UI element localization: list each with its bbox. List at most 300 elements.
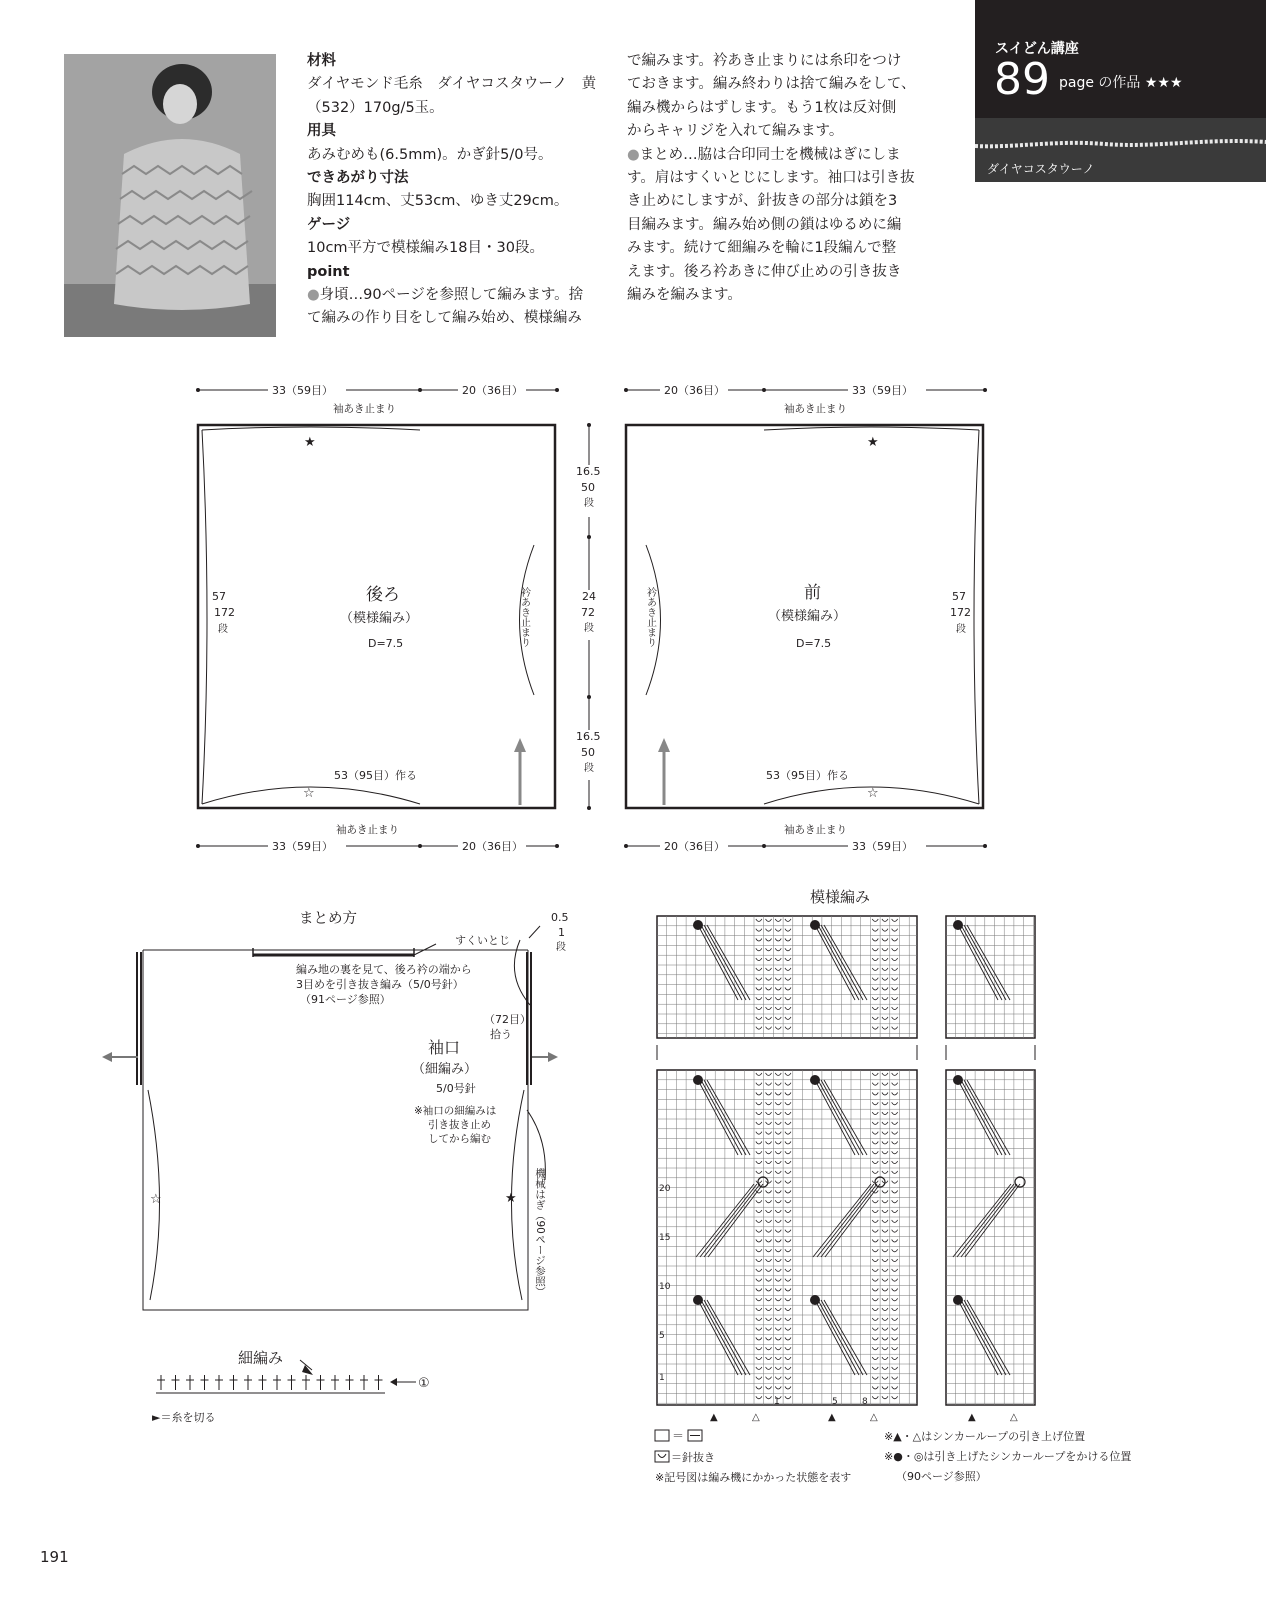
needle-out-mark [756,1122,762,1125]
needle-out-mark [785,1083,791,1086]
point-heading: point [307,263,350,280]
needle-out-mark [775,1220,781,1223]
single-crochet-stitch [346,1375,354,1390]
back-d-value: D=7.5 [368,637,404,650]
needle-out-mark [785,1396,791,1399]
single-crochet-stitch [360,1375,368,1390]
needle-out-mark [785,978,791,981]
instructions-line: す。肩はすくいとじにします。袖口は引き抜 [627,170,915,187]
needle-out-mark [766,1017,772,1020]
needle-out-mark [775,1387,781,1390]
needle-out-mark [775,1259,781,1262]
seg-top-value: 16.5 [576,465,601,478]
needle-out-mark [785,1220,791,1223]
needle-out-mark [756,1181,762,1184]
back-neck-stop: 衿あき止まり [518,587,530,647]
cuff-note-line-2: 引き抜き止め [428,1119,491,1131]
shoulder-rows: 1 [558,926,565,939]
needle-out-mark [766,1318,772,1321]
needle-out-mark [785,1298,791,1301]
cuff-stitch: （細編み） [412,1062,478,1077]
needle-out-mark [872,1249,878,1252]
needle-out-mark [766,1132,772,1135]
needle-out-mark [882,1161,888,1164]
needle-out-mark [785,929,791,932]
front-bottom-right-dim: 33（59目） [852,840,913,853]
sinker-loop-mark [810,1295,867,1375]
needle-out-mark [872,1308,878,1311]
needle-out-mark [882,978,888,981]
needle-out-mark [872,929,878,932]
legend-note-sinker-1: ※▲・△はシンカーループの引き上げ位置 [884,1430,1086,1443]
needle-out-mark [882,1289,888,1292]
point-line-2: て編みの作り目をして編み始め、模様編み [307,310,582,327]
bullet-icon: ● [307,287,320,304]
needle-out-mark [785,968,791,971]
back-side-rows: 172 [214,606,235,619]
needle-out-mark [872,1396,878,1399]
cut-yarn-legend: ►＝糸を切る [152,1411,216,1424]
cuff-pick-count: （72目） [484,1013,531,1026]
needle-out-mark [785,1328,791,1331]
single-crochet-stitch [215,1375,223,1390]
needle-out-mark [882,1328,888,1331]
needle-out-mark [882,1249,888,1252]
chart-row-label: 20 [659,1184,671,1194]
instructions-line: で編みます。衿あき止まりには糸印をつけ [627,53,902,69]
needle-out-mark [756,1357,762,1360]
needle-out-mark [785,948,791,951]
needle-out-mark [872,1289,878,1292]
instructions-line: からキャリジを入れて編みます。 [627,123,844,140]
tools-heading: 用具 [307,123,336,140]
needle-out-mark [892,958,898,961]
needle-out-mark [872,1200,878,1203]
cuff-hook: 5/0号針 [436,1082,476,1095]
series-title: スイどん講座 [995,41,1079,57]
needle-out-mark [882,1132,888,1135]
bullet-icon: ● [627,146,640,163]
needle-out-mark [892,978,898,981]
instructions-line: みます。続けて細編みを輪に1段編んで整 [627,240,897,257]
needle-out-mark [872,1357,878,1360]
needle-out-mark [882,1279,888,1282]
point-line-1: ●身頃…90ページを参照して編みます。捨 [307,287,584,304]
needle-out-mark [756,1259,762,1262]
needle-out-mark [892,1181,898,1184]
needle-out-mark [766,1279,772,1282]
needle-out-mark [882,1396,888,1399]
needle-out-mark [775,1308,781,1311]
needle-out-mark [785,1017,791,1020]
needle-out-mark [766,1112,772,1115]
needle-out-mark [785,1269,791,1272]
sinker-loop-mark [693,1075,750,1155]
needle-out-mark [882,1007,888,1010]
needle-out-mark [775,1122,781,1125]
sinker-loop-mark [953,920,1010,1000]
needle-out-mark [785,1200,791,1203]
needle-out-mark [766,968,772,971]
back-label: 後ろ [366,585,400,605]
stitch-chart [657,888,1035,1423]
back-side-height: 57 [212,590,226,603]
needle-out-mark [892,1171,898,1174]
needle-out-mark [872,1161,878,1164]
legend-note-machine: ※記号図は編み機にかかった状態を表す [655,1471,852,1484]
back-sleeve-stop-top: 袖あき止まり [333,403,396,415]
needle-out-mark [766,939,772,942]
materials-line-1: ダイヤモンド毛糸 ダイヤコスタウーノ 黄 [307,76,597,93]
needle-out-mark [872,1367,878,1370]
needle-out-mark [756,1161,762,1164]
needle-out-mark [872,1093,878,1096]
needle-out-mark [872,1027,878,1030]
needle-out-mark [756,968,762,971]
needle-out-mark [775,1132,781,1135]
needle-out-mark [775,1230,781,1233]
back-cast-on: 53（95目）作る [334,769,417,782]
needle-out-mark [872,1017,878,1020]
needle-out-mark [892,1210,898,1213]
needle-out-mark [882,968,888,971]
needle-out-mark [882,1308,888,1311]
gauge-text: 10cm平方で模様編み18目・30段。 [307,240,544,257]
cuff-pick-label: 拾う [490,1028,512,1041]
needle-out-mark [766,1083,772,1086]
needle-out-mark [872,1347,878,1350]
front-piece-schematic [624,382,987,854]
needle-out-mark [892,1093,898,1096]
needle-out-mark [766,958,772,961]
back-sleeve-stop-bottom: 袖あき止まり [336,824,399,836]
needle-out-mark [766,1357,772,1360]
needle-out-mark [892,929,898,932]
needle-out-mark [775,1269,781,1272]
needle-out-mark [756,1017,762,1020]
needle-out-mark [872,978,878,981]
single-crochet-stitch [331,1375,339,1390]
chart-column-label: 8 [862,1397,868,1407]
materials-line-2: （532）170g/5玉。 [307,99,444,116]
needle-out-mark [872,1073,878,1076]
needle-out-mark [882,948,888,951]
legend-equals: ＝ [672,1429,685,1443]
gauge-heading: ゲージ [307,216,351,233]
needle-out-mark [882,1259,888,1262]
assembly-star-open-icon: ☆ [150,1192,162,1207]
needle-out-mark [892,1308,898,1311]
needle-out-mark [785,1230,791,1233]
needle-out-mark [872,1122,878,1125]
needle-out-mark [882,1357,888,1360]
needle-out-mark [775,968,781,971]
needle-out-mark [756,1083,762,1086]
needle-out-mark [882,1171,888,1174]
needle-out-mark [892,1387,898,1390]
needle-out-mark [775,1007,781,1010]
needle-out-mark [775,948,781,951]
needle-out-mark [892,1240,898,1243]
needle-out-mark [872,1007,878,1010]
needle-out-mark [872,968,878,971]
instructions-line: えます。後ろ衿あきに伸び止めの引き抜き [627,263,902,280]
needle-out-mark [766,1171,772,1174]
needle-out-mark [785,1171,791,1174]
legend-note-sinker-2: ※●・◎は引き上げたシンカーループをかける位置 [884,1450,1132,1463]
instructions-line: 編み機からはずします。もう1枚は反対側 [627,99,897,116]
needle-out-mark [882,1298,888,1301]
sukui-toji-label: すくいとじ [455,934,510,947]
needle-out-mark [785,997,791,1000]
needle-out-mark [756,1171,762,1174]
needle-out-mark [775,1017,781,1020]
seg-mid-value: 24 [582,590,596,603]
front-side-height: 57 [952,590,966,603]
needle-out-mark [766,1191,772,1194]
needle-out-mark [756,978,762,981]
front-star-solid-icon: ★ [867,435,879,450]
single-crochet-stitch [375,1375,383,1390]
needle-out-mark [892,1289,898,1292]
needle-out-mark [872,1102,878,1105]
needle-out-mark [892,1007,898,1010]
needle-out-mark [892,1367,898,1370]
needle-out-mark [882,1240,888,1243]
needle-out-mark [775,929,781,932]
needle-out-mark [892,1377,898,1380]
front-top-left-dim: 20（36目） [664,384,725,397]
needle-out-mark [775,1073,781,1076]
needle-out-mark [766,1289,772,1292]
needle-out-mark [775,1210,781,1213]
needle-out-mark [775,1200,781,1203]
needle-out-mark [785,1338,791,1341]
needle-out-mark [785,1210,791,1213]
needle-out-mark [882,1017,888,1020]
chart-row-labels [659,1184,671,1383]
sinker-position-icon: △ [752,1412,760,1423]
needle-out-mark [756,948,762,951]
needle-out-mark [756,1210,762,1213]
needle-out-mark [775,1191,781,1194]
sinker-position-icon: ▲ [828,1412,836,1423]
needle-out-mark [756,997,762,1000]
needle-out-mark [892,1142,898,1145]
needle-out-mark [872,1142,878,1145]
sinker-position-icon: △ [870,1412,878,1423]
sinker-loop-mark [693,1295,750,1375]
needle-out-mark [756,1230,762,1233]
needle-out-mark [882,1112,888,1115]
needle-out-mark [882,1347,888,1350]
needle-out-mark [766,988,772,991]
needle-out-mark [756,1151,762,1154]
single-crochet-stitch [172,1375,180,1390]
needle-out-mark [785,1289,791,1292]
cuff-note-line-1: ※袖口の細編みは [414,1105,497,1117]
needle-out-mark [785,1151,791,1154]
needle-out-mark [756,958,762,961]
needle-out-mark [775,1328,781,1331]
needle-out-mark [785,1122,791,1125]
needle-out-mark [775,988,781,991]
front-side-rows: 172 [950,606,971,619]
needle-out-mark [892,1318,898,1321]
needle-out-mark [785,958,791,961]
seg-bottom-value: 16.5 [576,730,601,743]
needle-out-mark [872,1151,878,1154]
front-cast-on: 53（95目）作る [766,769,849,782]
needle-out-mark [892,1083,898,1086]
needle-out-mark [882,929,888,932]
needle-out-mark [892,1230,898,1233]
needle-out-mark [882,919,888,922]
back-star-open-icon: ☆ [303,786,315,801]
single-crochet-stitch [186,1375,194,1390]
front-pattern-label: （模様編み） [768,609,847,624]
needle-out-mark [882,1151,888,1154]
needle-out-mark [882,1027,888,1030]
needle-out-mark [756,1142,762,1145]
needle-out-mark [892,1298,898,1301]
instructions-line: 目編みます。編み始め側の鎖はゆるめに編 [627,216,902,233]
needle-out-mark [785,1132,791,1135]
chart-title: 模様編み [810,888,871,906]
needle-out-mark [775,1083,781,1086]
sinker-loop-mark [810,1075,867,1155]
needle-out-mark [892,1269,898,1272]
single-crochet-stitch [259,1375,267,1390]
needle-out-mark [785,1259,791,1262]
needle-out-mark [882,1093,888,1096]
needle-out-mark [892,1132,898,1135]
needle-out-mark [775,1102,781,1105]
needle-out-mark [872,1220,878,1223]
chart-block [946,916,1035,1038]
needle-out-mark [756,1347,762,1350]
needle-out-mark [882,1122,888,1125]
needle-out-mark [775,1142,781,1145]
needle-out-mark [785,1181,791,1184]
needle-out-mark [785,1279,791,1282]
needle-out-mark [882,1377,888,1380]
needle-out-mark [756,1396,762,1399]
sinker-loop-mark [953,1295,1010,1375]
needle-out-mark [775,1161,781,1164]
needle-out-mark [756,1093,762,1096]
needle-out-mark [766,1249,772,1252]
needle-out-mark [872,1298,878,1301]
needle-out-mark [766,1007,772,1010]
single-crochet-row [157,1375,383,1390]
sinker-position-icon: ▲ [968,1412,976,1423]
center-height-dims [574,423,606,810]
needle-out-mark [892,1191,898,1194]
needle-out-mark [766,929,772,932]
needle-out-mark [766,1308,772,1311]
needle-out-mark [785,1387,791,1390]
instructions-line: 編みを編みます。 [627,287,742,304]
needle-out-mark [775,1289,781,1292]
chart-column-label: 1 [774,1397,780,1407]
chart-legend [655,1429,1131,1484]
sinker-loop-mark [953,1075,1010,1155]
needle-out-mark [872,939,878,942]
shoulder-dan: 段 [556,942,566,953]
needle-out-mark [882,1102,888,1105]
single-crochet-stitch [302,1375,310,1390]
needle-out-mark [775,978,781,981]
needle-out-mark [892,1102,898,1105]
needle-out-mark [775,1367,781,1370]
chart-grid [657,916,1035,1423]
chart-row-label: 5 [659,1331,665,1341]
needle-out-mark [785,919,791,922]
series-page-suffix: page の作品 ★★★ [1059,75,1183,91]
needle-out-mark [882,1387,888,1390]
needle-out-mark [756,1073,762,1076]
needle-out-mark [882,1191,888,1194]
needle-out-mark [892,1112,898,1115]
needle-out-mark [892,1249,898,1252]
needle-out-mark [785,1357,791,1360]
needle-out-mark [892,968,898,971]
needle-out-mark [785,1102,791,1105]
needle-out-mark [766,1161,772,1164]
front-sleeve-stop-top: 袖あき止まり [784,403,847,415]
front-label: 前 [804,583,821,603]
needle-out-mark [882,1200,888,1203]
legend-needle-out: ＝針抜き [671,1451,715,1464]
needle-out-mark [785,1007,791,1010]
instructions-line: ●まとめ…脇は合印同士を機械はぎにしま [627,146,901,163]
front-sleeve-stop-bottom: 袖あき止まり [784,824,847,836]
back-bottom-left-dim: 33（59目） [272,840,333,853]
needle-out-mark [766,919,772,922]
needle-out-mark [892,1347,898,1350]
needle-out-mark [785,1249,791,1252]
needle-out-mark [872,1171,878,1174]
needle-out-mark [766,1367,772,1370]
needle-out-mark [882,1142,888,1145]
needle-out-mark [785,1318,791,1321]
back-side-dan: 段 [218,624,228,635]
needle-out-mark [775,1338,781,1341]
yarn-name: ダイヤコスタウーノ [987,162,1095,176]
needle-out-mark [756,1367,762,1370]
needle-out-mark [872,1230,878,1233]
needle-out-mark [775,1181,781,1184]
needle-out-mark [892,919,898,922]
needle-out-mark [785,1308,791,1311]
needle-out-mark [756,1328,762,1331]
needle-out-mark [872,1377,878,1380]
needle-out-mark [892,1357,898,1360]
needle-out-mark [756,1112,762,1115]
needle-out-mark [872,919,878,922]
cuff-title: 袖口 [428,1038,461,1057]
front-star-open-icon: ☆ [867,786,879,801]
needle-out-mark [766,1259,772,1262]
needle-out-mark [882,958,888,961]
single-crochet-stitch [230,1375,238,1390]
needle-out-mark [892,1396,898,1399]
assembly-note-line-1: 編み地の裏を見て、後ろ衿の端から [296,963,472,976]
needle-out-mark [882,1083,888,1086]
chart-row-label: 10 [659,1282,671,1292]
single-crochet-stitch [201,1375,209,1390]
